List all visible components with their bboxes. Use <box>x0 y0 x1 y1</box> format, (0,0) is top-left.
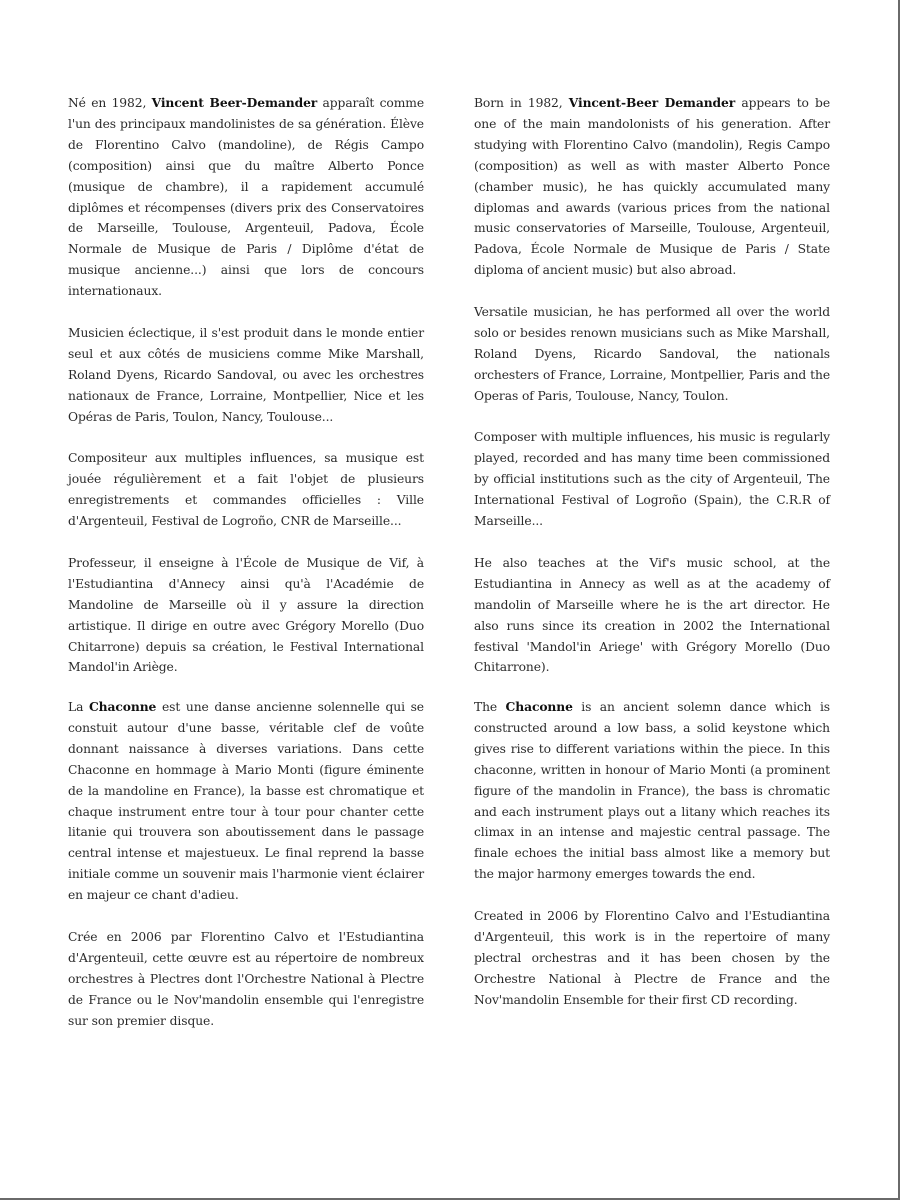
paragraph: Versatile musician, he has performed all over the world solo or besides renown musicians such as Mike Marshall, Roland Dyens, Ricardo Sandoval, the nationals orchesters of France, Lorraine, Montpellier, Paris and the Operas of Paris, Toulouse, Nancy, Toulon. <box>474 305 830 403</box>
paragraph: The Chaconne is an ancient solemn dance which is constructed around a low bass, a solid keystone which gives rise to different variations within the piece. In this chaconne, written in honour of Mario Monti (a prominent figure of the mandolin in France), the bass is chromatic and each instrument plays out a litany which reaches its climax in an intense and majestic central passage. The finale echoes the initial bass almost like a memory but the major harmony emerges towards the end. <box>474 699 830 882</box>
paragraph: Compositeur aux multiples influences, sa musique est jouée régulièrement et a fait l'objet de plusieurs enregistrements et commandes officielles : Ville d'Argenteuil, Festival de Logroño, CNR de Marseille... <box>68 451 424 529</box>
composer-name: Vincent-Beer Demander <box>568 95 736 110</box>
chaconne-english-column <box>474 697 830 1011</box>
work-title: Chaconne <box>505 699 573 714</box>
composer-name: Vincent Beer-Demander <box>151 95 318 110</box>
chaconne-french-column <box>68 697 424 1031</box>
paragraph: Created in 2006 by Florentino Calvo and l'Estudiantina d'Argenteuil, this work is in the repertoire of many plectral orchestras and it has been chosen by the Orchestre National à Plectre de France and the Nov'mandolin Ensemble for their first CD recording. <box>474 909 830 1007</box>
biography-french-column <box>68 93 424 678</box>
paragraph: Composer with multiple influences, his music is regularly played, recorded and has many time been commissioned by official institutions such as the city of Argenteuil, The International Festival of Logroño (Spain), the C.R.R of Marseille... <box>474 430 830 529</box>
paragraph: Professeur, il enseigne à l'École de Musique de Vif, à l'Estudiantina d'Annecy ainsi qu'à l'Académie de Mandoline de Marseille où il y assure la direction artistique. Il dirige en outre avec Grégory Morello (Duo Chitarrone) depuis sa création, le Festival International Mandol'in Ariège. <box>68 555 424 675</box>
paragraph: La Chaconne est une danse ancienne solennelle qui se constuit autour d'une basse, véritable clef de voûte donnant naissance à diverses variations. Dans cette Chaconne en hommage à Mario Monti (figure éminente de la mandoline en France), la basse est chromatique et chaque instrument entre tour à tour pour chanter cette litanie qui trouvera son aboutissement dans le passage central intense et majestueux. Le final reprend la basse initiale comme un souvenir mais l'harmonie vient éclairer en majeur ce chant d'adieu. <box>68 699 424 903</box>
paragraph: Musicien éclectique, il s'est produit dans le monde entier seul et aux côtés de musiciens comme Mike Marshall, Roland Dyens, Ricardo Sandoval, ou avec les orchestres nationaux de France, Lorraine, Montpellier, Nice et les Opéras de Paris, Toulon, Nancy, Toulouse... <box>68 325 424 424</box>
paragraph: He also teaches at the Vif's music school, at the Estudiantina in Annecy as well as at the academy of mandolin of Marseille where he is the art director. He also runs since its creation in 2002 the International festival 'Mandol'in Ariege' with Grégory Morello (Duo Chitarrone). <box>474 555 830 675</box>
paragraph: Crée en 2006 par Florentino Calvo et l'Estudiantina d'Argenteuil, cette œuvre est au répertoire de nombreux orchestres à Plectres dont l'Orchestre National à Plectre de France ou le Nov'mandolin ensemble qui l'enregistre sur son premier disque. <box>68 929 424 1028</box>
work-title: Chaconne <box>88 699 157 714</box>
biography-english-column <box>474 93 830 678</box>
paragraph: Né en 1982, Vincent Beer-Demander apparaît comme l'un des principaux mandolinistes de sa génération. Élève de Florentino Calvo (mandoline), de Régis Campo (composition) ainsi que du maître Alberto Ponce (musique de chambre), il a rapidement accumulé diplômes et récompenses (divers prix des Conservatoires de Marseille, Toulouse, Argenteuil, Padova, École Normale de Musique de Paris / Diplôme d'état de musique ancienne...) ainsi que lors de concours internationaux. <box>68 95 424 299</box>
paragraph: Born in 1982, Vincent-Beer Demander appears to be one of the main mandolonists of his generation. After studying with Florentino Calvo (mandolin), Regis Campo (composition) as well as with master Alberto Ponce (chamber music), he has quickly accumulated many diplomas and awards (various prices from the national music conservatories of Marseille, Toulouse, Argenteuil, Padova, École Normale de Musique de Paris / State diploma of ancient music) but also abroad. <box>474 95 831 278</box>
